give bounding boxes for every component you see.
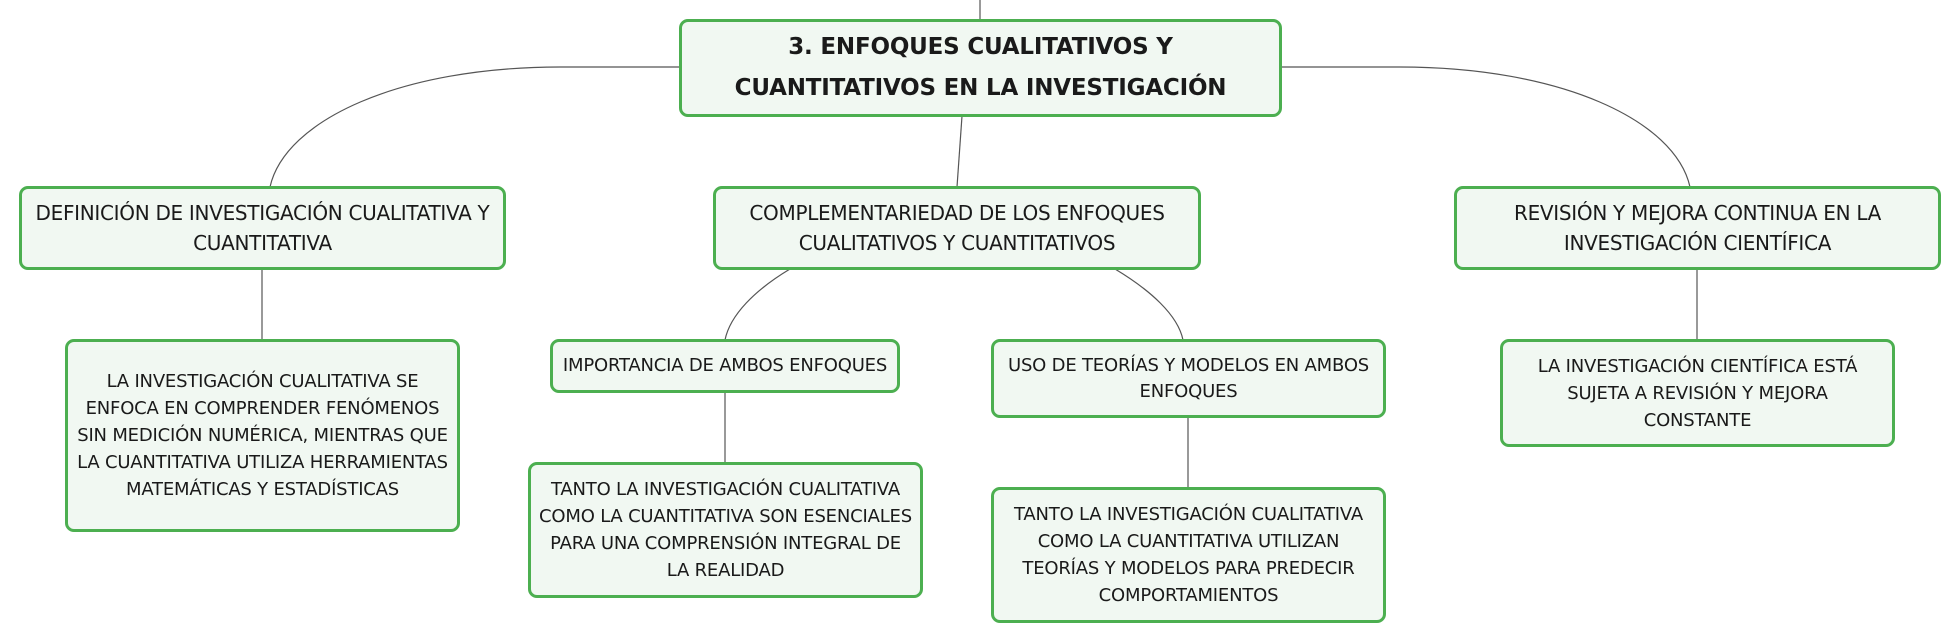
subtopic-revision-detalle-label: LA INVESTIGACIÓN CIENTÍFICA ESTÁ SUJETA A REVISIÓN Y MEJORA CONSTANTE bbox=[1537, 355, 1858, 431]
subtopic-importancia[interactable] bbox=[550, 339, 900, 393]
detail-importancia[interactable] bbox=[528, 462, 923, 598]
detail-importancia-label: TANTO LA INVESTIGACIÓN CUALITATIVA COMO LA CUANTITATIVA SON ESENCIALES PARA UNA COMPRENSIÓN INTEGRAL DE LA REALIDAD bbox=[539, 479, 912, 581]
subtopic-revision-detalle[interactable] bbox=[1500, 339, 1895, 447]
root-topic-label: 3. ENFOQUES CUALITATIVOS Y CUANTITATIVOS EN LA INVESTIGACIÓN bbox=[734, 34, 1227, 101]
detail-uso-teorias[interactable] bbox=[991, 487, 1386, 623]
subtopic-definicion-detalle-label: LA INVESTIGACIÓN CUALITATIVA SE ENFOCA EN COMPRENDER FENÓMENOS SIN MEDICIÓN NUMÉRICA, MIENTRAS QUE LA CUANTITATIVA UTILIZA HERRAMIENTAS MATEMÁTICAS Y ESTADÍSTICAS bbox=[77, 371, 448, 500]
connector-complementariedad-to-uso bbox=[1115, 269, 1183, 340]
connector-complementariedad-to-importancia bbox=[725, 269, 790, 340]
topic-definicion-label: DEFINICIÓN DE INVESTIGACIÓN CUALITATIVA Y CUANTITATIVA bbox=[35, 201, 490, 255]
connector-root-to-complementariedad bbox=[957, 116, 962, 187]
topic-complementariedad-label: COMPLEMENTARIEDAD DE LOS ENFOQUES CUALITATIVOS Y CUANTITATIVOS bbox=[749, 201, 1165, 255]
root-topic[interactable] bbox=[679, 19, 1282, 117]
topic-complementariedad[interactable] bbox=[713, 186, 1201, 270]
topic-revision[interactable] bbox=[1454, 186, 1941, 270]
detail-uso-teorias-label: TANTO LA INVESTIGACIÓN CUALITATIVA COMO LA CUANTITATIVA UTILIZAN TEORÍAS Y MODELOS PARA PREDECIR COMPORTAMIENTOS bbox=[1014, 504, 1363, 606]
topic-revision-label: REVISIÓN Y MEJORA CONTINUA EN LA INVESTIGACIÓN CIENTÍFICA bbox=[1513, 201, 1882, 255]
topic-definicion[interactable] bbox=[19, 186, 506, 270]
subtopic-uso-teorias[interactable] bbox=[991, 339, 1386, 418]
subtopic-definicion-detalle[interactable] bbox=[65, 339, 460, 532]
connector-root-to-definicion bbox=[270, 67, 680, 187]
subtopic-importancia-label: IMPORTANCIA DE AMBOS ENFOQUES bbox=[562, 355, 888, 376]
subtopic-uso-teorias-label: USO DE TEORÍAS Y MODELOS EN AMBOS ENFOQUES bbox=[1007, 354, 1370, 402]
connector-root-to-revision bbox=[1280, 67, 1690, 187]
